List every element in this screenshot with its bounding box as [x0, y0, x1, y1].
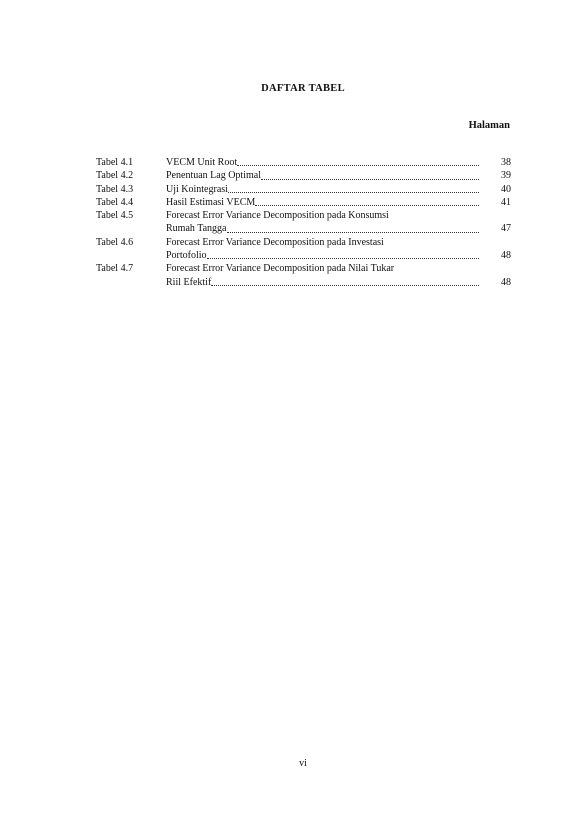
page-number: 41 [501, 196, 511, 208]
table-caption-continued: Riil Efektif [166, 276, 212, 288]
table-list [96, 156, 511, 289]
table-list-entry[interactable] [96, 183, 511, 196]
table-number: Tabel 4.5 [96, 210, 134, 222]
page-footer-number: vi [299, 758, 307, 769]
table-number: Tabel 4.1 [96, 157, 134, 168]
dot-leader [207, 257, 479, 259]
table-number: Tabel 4.3 [96, 183, 134, 195]
table-list-entry[interactable] [96, 236, 511, 263]
table-caption: Penentuan Lag Optimal [166, 170, 261, 182]
table-caption-continued: Portofolio [166, 250, 207, 262]
page-number: 40 [501, 183, 511, 195]
page-number: 38 [501, 157, 511, 168]
table-number: Tabel 4.2 [96, 170, 134, 182]
table-caption: Forecast Error Variance Decomposition pada Nilai Tukar [166, 263, 395, 275]
dot-leader [255, 204, 479, 206]
table-number: Tabel 4.4 [96, 196, 134, 208]
table-list-entry[interactable] [96, 156, 511, 169]
table-number: Tabel 4.7 [96, 263, 134, 275]
dot-leader [261, 178, 479, 180]
page-number: 48 [501, 276, 511, 288]
table-caption: Hasil Estimasi VECM [166, 196, 256, 208]
table-list-entry[interactable] [96, 209, 511, 236]
page-column-label: Halaman [468, 120, 510, 131]
table-list-entry[interactable] [96, 196, 511, 209]
dot-leader [227, 231, 480, 233]
dot-leader [237, 164, 479, 166]
table-caption: Forecast Error Variance Decomposition pada Konsumsi [166, 210, 389, 222]
page-title: DAFTAR TABEL [261, 83, 345, 94]
page-number: 48 [501, 250, 511, 262]
table-caption: Uji Kointegrasi [166, 183, 228, 195]
table-list-entry[interactable] [96, 169, 511, 182]
page-number: 39 [501, 170, 511, 182]
dot-leader [228, 191, 479, 193]
dot-leader [211, 284, 479, 286]
table-number: Tabel 4.6 [96, 236, 134, 248]
page-number: 47 [501, 223, 511, 235]
table-list-entry[interactable] [96, 262, 511, 289]
table-caption: Forecast Error Variance Decomposition pada Investasi [166, 236, 384, 248]
table-caption: VECM Unit Root [166, 157, 238, 168]
table-caption-continued: Rumah Tangga [166, 223, 227, 235]
